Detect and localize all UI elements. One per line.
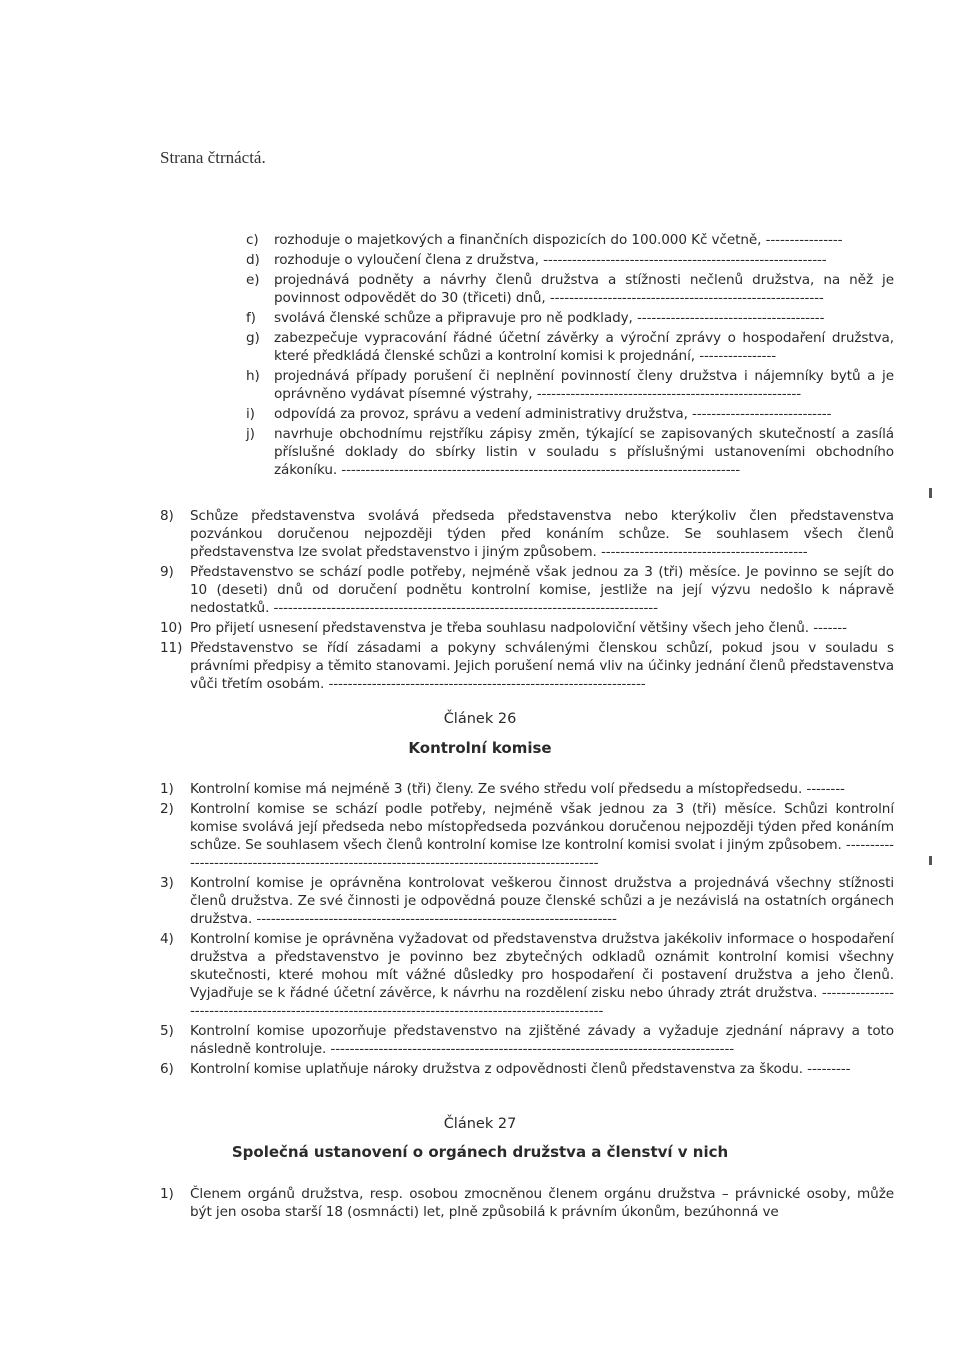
item-marker: c)	[246, 232, 259, 248]
list-item	[160, 507, 894, 561]
scan-margin-mark	[929, 488, 932, 498]
item-text: svolává členské schůze a připravuje pro ně podklady, ---------------------------------------	[274, 310, 825, 326]
list-item	[160, 1185, 894, 1221]
item-text: navrhuje obchodnímu rejstříku zápisy změn, týkající se zapisovaných skutečností a zasílá příslušné doklady do sbírky listin v souladu s příslušnými ustanoveními obchodního zákoníku. -----------------------------------------------------------------------------------	[274, 426, 894, 478]
list-item	[246, 231, 894, 249]
item-marker: 1)	[160, 781, 174, 797]
list-item	[246, 425, 894, 479]
item-marker: 5)	[160, 1023, 174, 1039]
list-item	[160, 1022, 894, 1058]
list-item	[160, 780, 894, 798]
item-text: rozhoduje o majetkových a finančních dispozicích do 100.000 Kč včetně, ----------------	[274, 232, 843, 248]
item-marker: f)	[246, 310, 256, 326]
article-26-title: Kontrolní komise	[408, 739, 552, 757]
list-item	[246, 251, 894, 269]
list-board-rules	[160, 507, 894, 695]
list-common-provisions	[160, 1185, 894, 1223]
item-text: Kontrolní komise je oprávněna vyžadovat od představenstva družstva jakékoliv informace o hospodaření družstva a představenstvo je povinno bez zbytečných odkladů oznámit kontrolní komisi všechny skutečnosti, které mohou mít vážné důsledky pro hospodaření či postavení družstva a jeho členů. Vyjadřuje se k řádné účetní závěrce, k návrhu na rozdělení zisku nebo úhrady ztrát družstva. -----------------------------------------------------------------------------------------------------	[190, 931, 894, 1019]
item-marker: 1)	[160, 1186, 174, 1202]
item-text: projednává případy porušení či neplnění povinností členy družstva i nájemníky bytů a je oprávněno vydávat písemné výstrahy, -------------------------------------------------------	[274, 368, 894, 402]
list-item	[246, 405, 894, 423]
item-text: Pro přijetí usnesení představenstva je třeba souhlasu nadpoloviční většiny všech jeho členů. -------	[190, 620, 847, 636]
article-27-title: Společná ustanovení o orgánech družstva a členství v nich	[231, 1143, 729, 1161]
item-text: zabezpečuje vypracování řádné účetní závěrky a výroční zprávy o hospodaření družstva, které předkládá členské schůzi a kontrolní komisi k projednání, ----------------	[274, 330, 894, 364]
item-marker: i)	[246, 406, 255, 422]
item-marker: 10)	[160, 620, 183, 636]
item-text: Představenstvo se schází podle potřeby, nejméně však jednou za 3 (tři) měsíce. Je povinno se sejít do 10 (deseti) dnů od doručení podnětu kontrolní komise, jestliže na její výzvu nedošlo k nápravě nedostatků. --------------------------------------------------------------------------------	[190, 564, 894, 616]
item-marker: 3)	[160, 875, 174, 891]
item-text: Schůze představenstva svolává předseda představenstva nebo kterýkoliv člen představenstva pozvánkou doručenou nejpozději týden před konáním schůze. Se souhlasem všech členů představenstva lze svolat představenstvo i jiným způsobem. -------------------------------------------	[190, 508, 894, 560]
list-item	[160, 563, 894, 617]
scan-margin-mark	[929, 856, 932, 865]
item-marker: 6)	[160, 1061, 174, 1077]
item-text: Kontrolní komise se schází podle potřeby, nejméně však jednou za 3 (tři) měsíce. Schůzi kontrolní komise svolává její předseda nebo místopředseda pozvánkou doručenou nejpozději týden před konáním schůze. Se souhlasem všech členů kontrolní komise lze kontrolní komisi svolat i jiným způsobem. -----------------------------------------------------------------------------------------------	[190, 801, 894, 871]
item-marker: d)	[246, 252, 260, 268]
item-text: projednává podněty a návrhy členů družstva a stížnosti nečlenů družstva, na něž je povinnost odpovědět do 30 (třiceti) dnů, ---------------------------------------------------------	[274, 272, 894, 306]
list-letters	[246, 231, 894, 481]
item-text: rozhoduje o vyloučení člena z družstva, -----------------------------------------------------------	[274, 252, 827, 268]
item-marker: j)	[246, 426, 255, 442]
list-item	[160, 800, 894, 872]
item-marker: 8)	[160, 508, 174, 524]
item-text: Kontrolní komise je oprávněna kontrolovat veškerou činnost družstva a projednává všechny stížnosti členů družstva. Ze své činnosti je odpovědná pouze členské schůzi a je nezávislá na ostatních orgánech družstva. ---------------------------------------------------------------------------	[190, 875, 894, 927]
list-control-commission	[160, 780, 894, 1080]
page-title: Strana čtrnáctá.	[160, 148, 266, 167]
list-item	[160, 639, 894, 693]
item-marker: e)	[246, 272, 260, 288]
item-marker: 4)	[160, 931, 174, 947]
item-text: Kontrolní komise má nejméně 3 (tři) členy. Ze svého středu volí předsedu a místopředsedu. --------	[190, 781, 845, 797]
list-item	[246, 309, 894, 327]
list-item	[160, 930, 894, 1020]
list-item	[246, 271, 894, 307]
list-item	[160, 1060, 894, 1078]
article-26-heading: Článek 26	[443, 711, 517, 727]
item-marker: h)	[246, 368, 260, 384]
article-27-heading: Článek 27	[443, 1116, 517, 1132]
item-text: Členem orgánů družstva, resp. osobou zmocněnou členem orgánu družstva – právnické osoby, může být jen osoba starší 18 (osmnácti) let, plně způsobilá k právním úkonům, bezúhonná ve	[190, 1186, 894, 1220]
item-marker: 2)	[160, 801, 174, 817]
list-item	[160, 619, 894, 637]
item-text: odpovídá za provoz, správu a vedení administrativy družstva, -----------------------------	[274, 406, 832, 422]
item-text: Představenstvo se řídí zásadami a pokyny schválenými členskou schůzí, pokud jsou v souladu s právními předpisy a těmito stanovami. Jejich porušení nemá vliv na účinky jednání členů představenstva vůči třetím osobám. ------------------------------------------------------------------	[190, 640, 894, 692]
item-marker: g)	[246, 330, 260, 346]
item-text: Kontrolní komise uplatňuje nároky družstva z odpovědnosti členů představenstva za škodu. ---------	[190, 1061, 851, 1077]
item-text: Kontrolní komise upozorňuje představenstvo na zjištěné závady a vyžaduje zjednání nápravy a toto následně kontroluje. ------------------------------------------------------------------------------------	[190, 1023, 894, 1057]
item-marker: 9)	[160, 564, 174, 580]
list-item	[246, 329, 894, 365]
list-item	[160, 874, 894, 928]
item-marker: 11)	[160, 640, 183, 656]
list-item	[246, 367, 894, 403]
